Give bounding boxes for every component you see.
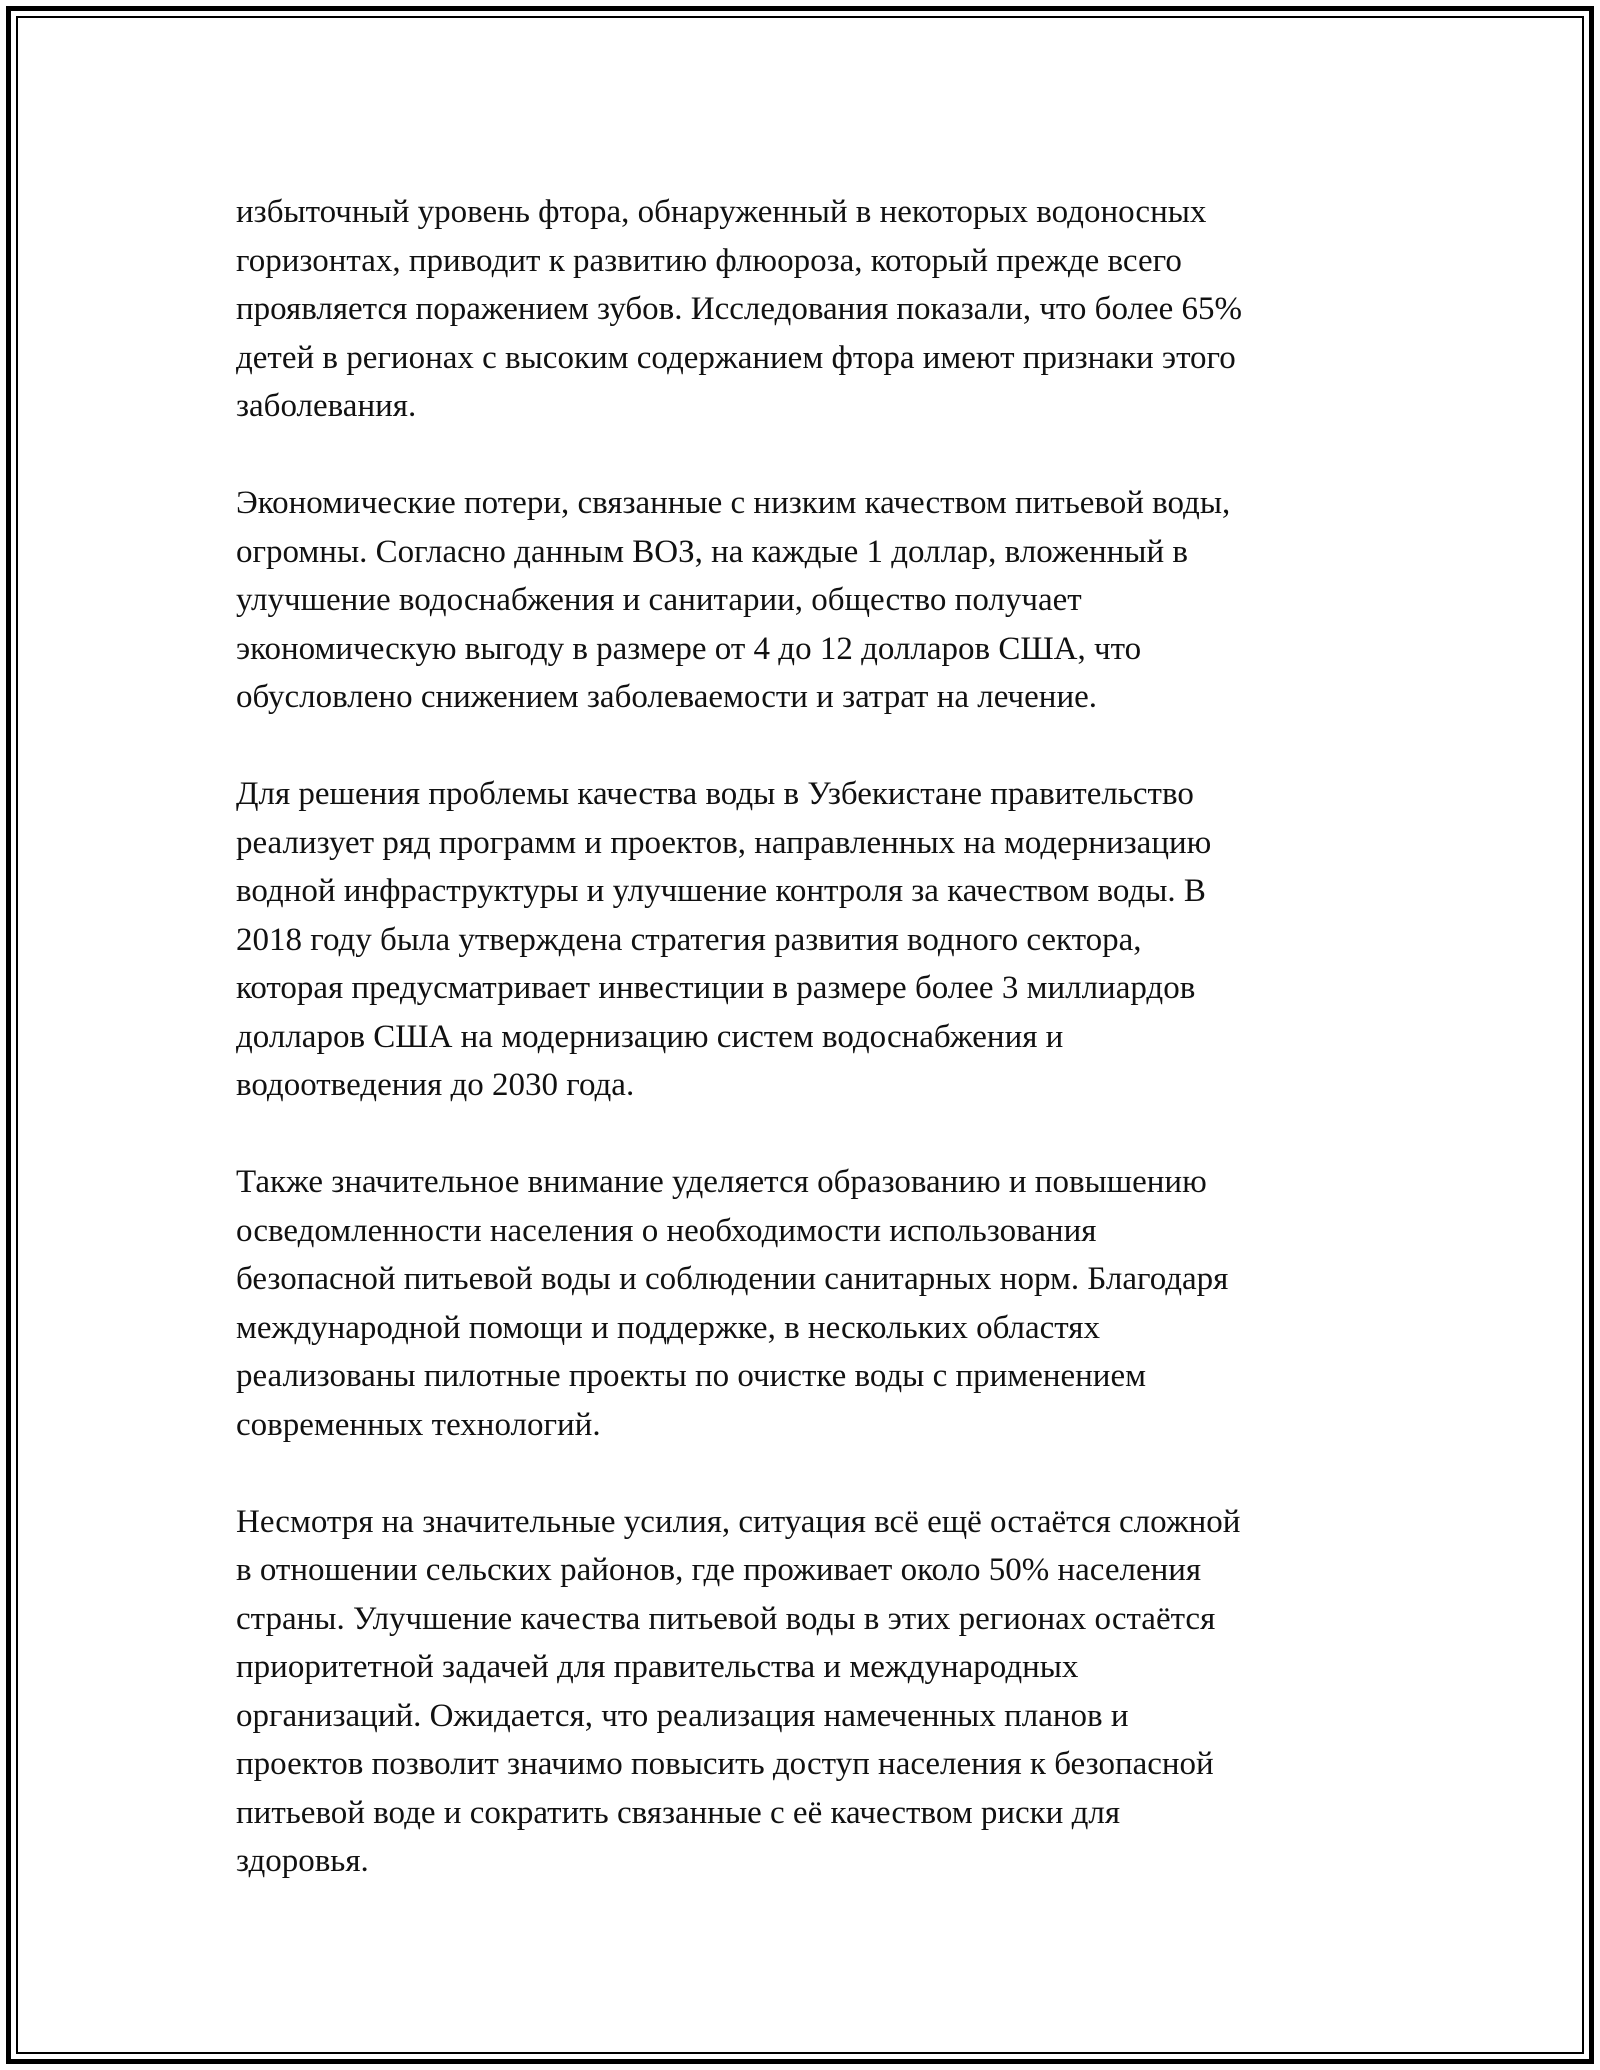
document-body xyxy=(236,188,1406,1886)
paragraph-economic-losses: Экономические потери, связанные с низким качеством питьевой воды, огромны. Согласно данным ВОЗ, на каждые 1 доллар, вложенный в улучшение водоснабжения и санитарии, общество получает экономическую выгоду в размере от 4 до 12 долларов США, что обусловлено снижением заболеваемости и затрат на лечение. xyxy=(236,485,1231,715)
paragraph-rural-situation: Несмотря на значительные усилия, ситуация всё ещё остаётся сложной в отношении сельских районов, где проживает около 50% населения страны. Улучшение качества питьевой воды в этих регионах остаётся приоритетной задачей для правительства и международных организаций. Ожидается, что реализация намеченных планов и проектов позволит значимо повысить доступ населения к безопасной питьевой воде и сократить связанные с её качеством риски для здоровья. xyxy=(236,1503,1241,1879)
paragraph-government-programs: Для решения проблемы качества воды в Узбекистане правительство реализует ряд программ и проектов, направленных на модернизацию водной инфраструктуры и улучшение контроля за качеством воды. В 2018 году была утверждена стратегия развития водного сектора, которая предусматривает инвестиции в размере более 3 миллиардов долларов США на модернизацию систем водоснабжения и водоотведения до 2030 года. xyxy=(236,776,1212,1103)
paragraph-education-awareness: Также значительное внимание уделяется образованию и повышению осведомленности населения о необходимости использования безопасной питьевой воды и соблюдении санитарных норм. Благодаря международной помощи и поддержке, в нескольких областях реализованы пилотные проекты по очистке воды с применением современных технологий. xyxy=(236,1164,1229,1443)
paragraph-fluorosis: избыточный уровень фтора, обнаруженный в некоторых водоносных горизонтах, приводит к развитию флюороза, который прежде всего проявляется поражением зубов. Исследования показали, что более 65% детей в регионах с высоким содержанием фтора имеют признаки этого заболевания. xyxy=(236,194,1243,424)
